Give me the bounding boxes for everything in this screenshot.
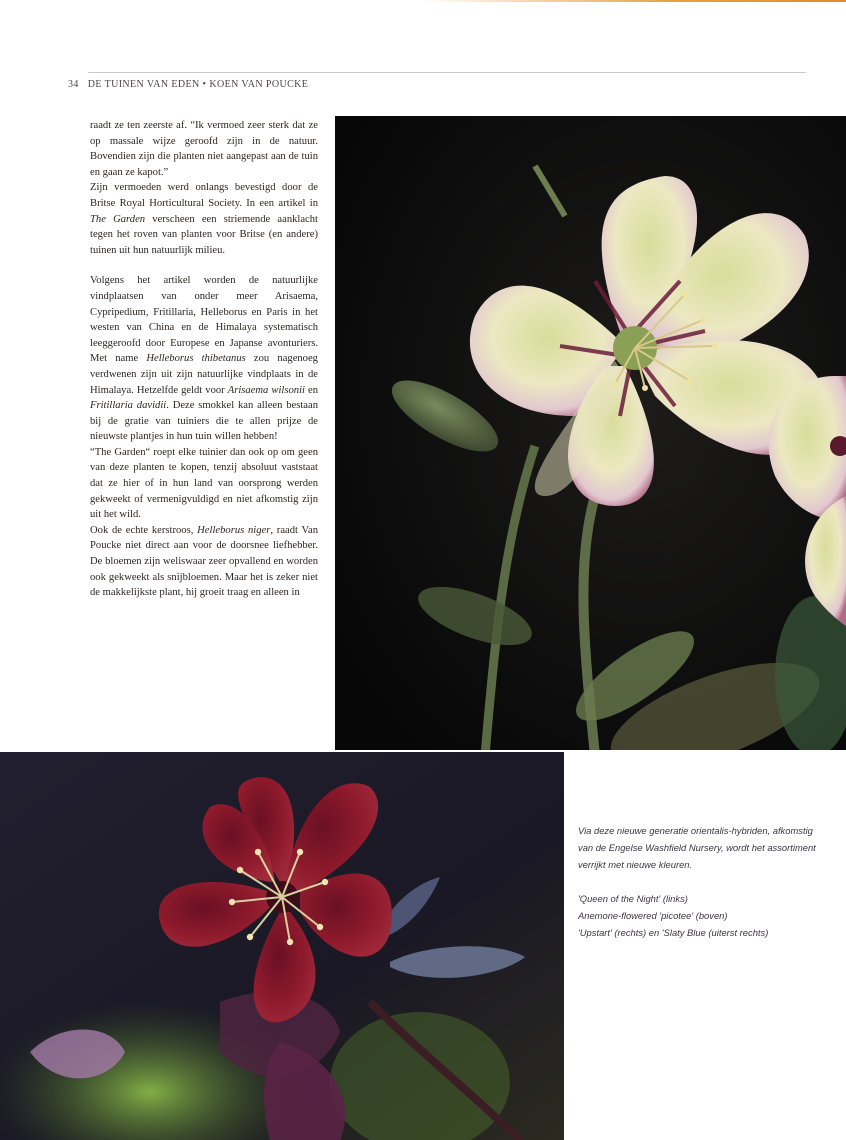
species-name: Helleborus niger bbox=[197, 524, 271, 536]
paragraph-2 bbox=[90, 273, 318, 445]
photo-caption bbox=[578, 822, 818, 941]
running-title: DE TUINEN VAN EDEN • KOEN VAN POUCKE bbox=[87, 79, 309, 90]
photo-picotee-hellebore bbox=[335, 116, 846, 750]
paragraph-4 bbox=[90, 523, 318, 601]
caption-queen-of-the-night: 'Queen of the Night' (links) bbox=[578, 893, 688, 904]
page-number: 34 bbox=[68, 79, 79, 90]
article-body bbox=[90, 118, 318, 601]
caption-description: Via deze nieuwe generatie orientalis-hybriden, afkomstig van de Engelse Washfield Nursery, wordt het assortiment verrijkt met nieuwe kleuren. bbox=[578, 825, 816, 870]
text-run: , raadt Van Poucke niet direct aan voor de doorsnee liefhebber. De bloemen zijn weliswaar zeer opvallend en worden ook gekweekt als snijbloemen. Maar het is zeker niet de makkelijkste plant, hij groeit traag en alleen in bbox=[90, 524, 319, 599]
paragraph-1a: raadt ze ten zeerste af. “Ik vermoed zeer sterk dat ze op massale wijze geroofd zijn in de natuur. Bovendien zijn die planten niet aangepast aan de tuin en gaan ze kapot.” bbox=[90, 120, 318, 178]
caption-upstart-slaty-blue: 'Upstart' (rechts) en 'Slaty Blue (uiterst rechts) bbox=[578, 927, 769, 938]
top-accent-line bbox=[420, 0, 846, 2]
caption-picotee: Anemone-flowered 'picotee' (boven) bbox=[578, 910, 728, 921]
picotee-flower-illustration bbox=[335, 116, 846, 750]
red-flower-illustration bbox=[0, 752, 564, 1140]
text-run: zou nagenoeg verdwenen zijn uit zijn natuurlijke vindplaats in de Himalaya. Hetzelfde geldt voor bbox=[90, 353, 318, 396]
text-run: en bbox=[304, 384, 318, 396]
species-name: Fritillaria davidii bbox=[90, 400, 167, 412]
species-name: Helleborus thibetanus bbox=[146, 353, 246, 365]
text-run: verscheen een striemende aanklacht tegen het roven van planten voor Britse (en andere) tuinen uit hun natuurlijk milieu. bbox=[90, 213, 318, 256]
text-run: Volgens het artikel worden de natuurlijke vindplaatsen van onder meer Arisaema, Cypripedium, Fritillaria, Helleborus en Paris in het westen van China en de Himalaya systematisch leeggeroofd door Europese en Japanse avonturiers. Met name bbox=[90, 275, 318, 365]
paragraph-1b bbox=[90, 180, 318, 258]
paragraph-3: “The Garden“ roept elke tuinier dan ook op om geen van deze planten te kopen, tenzij absoluut vaststaat dat ze hier of in hun land van oorsprong werden gekweekt of vermenigvuldigd en niet afkomstig zijn uit het wild. bbox=[90, 446, 318, 521]
species-name: Arisaema wilsonii bbox=[227, 384, 305, 396]
text-run: Zijn vermoeden werd onlangs bevestigd door de Britse Royal Horticultural Society. In een artikel in bbox=[90, 182, 318, 209]
header-rule bbox=[88, 72, 806, 73]
journal-title: The Garden bbox=[90, 213, 146, 225]
text-run: . Deze smokkel kan alleen bestaan bij de gratie van tuiniers die te allen prijze de nieuwste plantjes in hun tuin willen hebben! bbox=[90, 400, 318, 443]
running-head bbox=[68, 79, 308, 90]
text-run: Ook de echte kerstroos, bbox=[90, 524, 198, 536]
photo-queen-of-the-night bbox=[0, 752, 564, 1140]
